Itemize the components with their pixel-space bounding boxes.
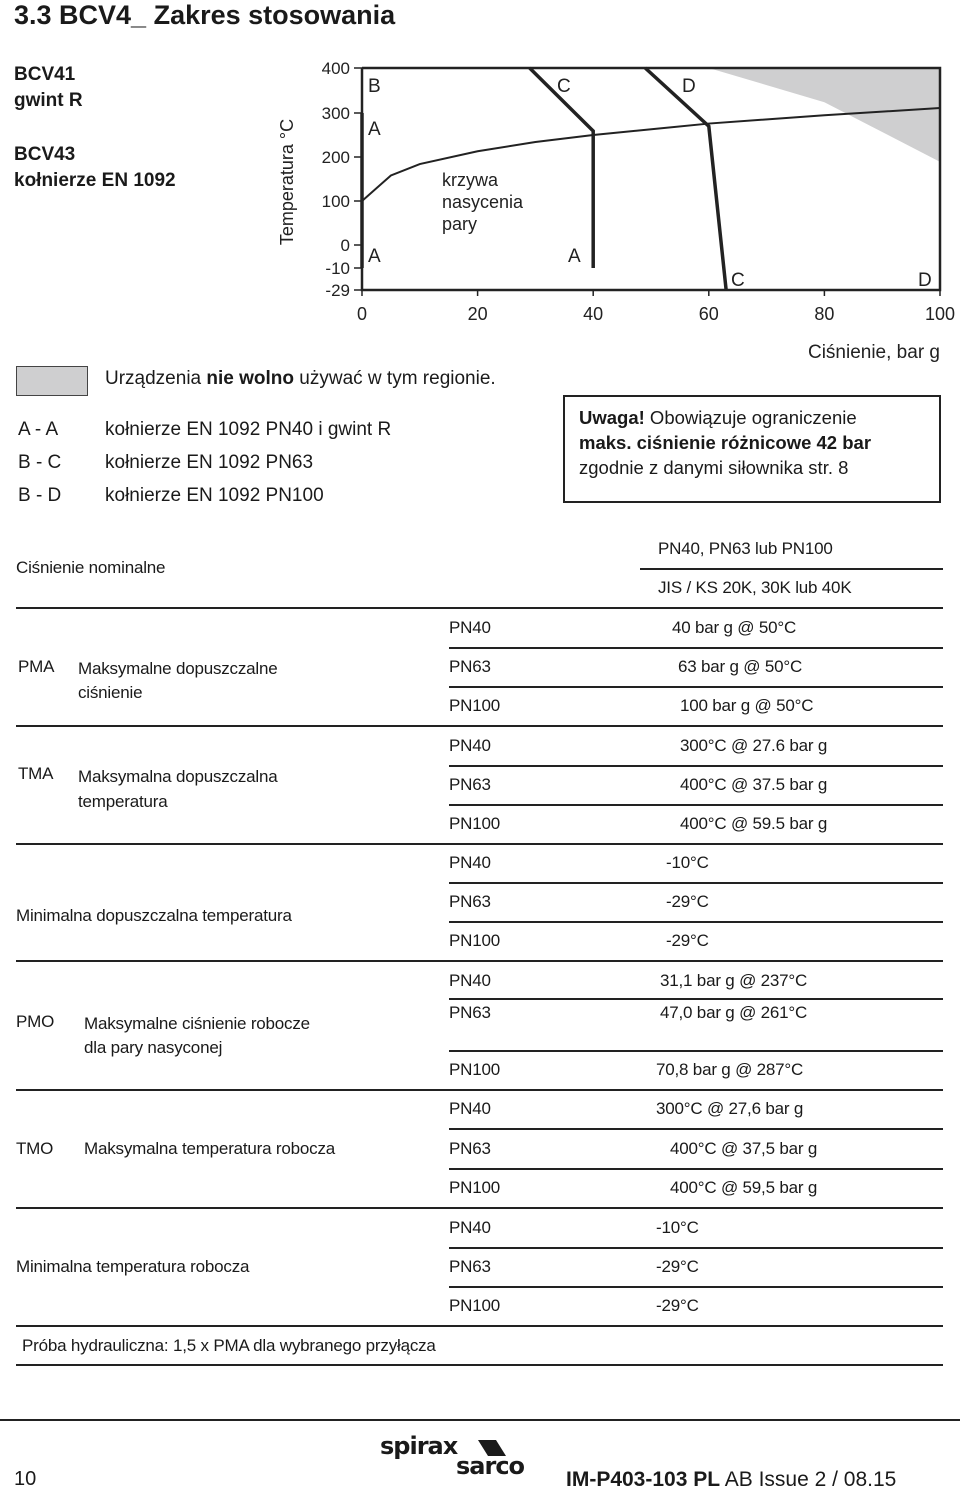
series-line-c xyxy=(530,68,594,268)
tma-description xyxy=(78,764,278,814)
y-tick-label: 0 xyxy=(340,236,350,255)
label-a-bottom-left: A xyxy=(368,246,381,267)
x-axis-label: Ciśnienie, bar g xyxy=(807,342,940,363)
divider xyxy=(16,843,943,845)
product-bcv41-connection: gwint R xyxy=(14,90,83,111)
pmo-pn63-label: PN63 xyxy=(449,1003,491,1022)
divider xyxy=(16,607,943,609)
divider xyxy=(449,1050,943,1052)
pma-description-line1: Maksymalne dopuszczalne xyxy=(78,659,278,678)
divider xyxy=(16,1207,943,1209)
pmo-code: PMO xyxy=(16,1012,55,1031)
note-line1: Obowiązuje ograniczenie xyxy=(644,407,857,428)
label-b-top: B xyxy=(368,76,381,97)
tma-pn100-label: PN100 xyxy=(449,814,500,833)
saturation-curve-label: pary xyxy=(442,214,478,234)
pma-pn40-label: PN40 xyxy=(449,618,491,637)
min-work-pn100-value: -29°C xyxy=(656,1296,699,1315)
min-allow-pn40-label: PN40 xyxy=(449,853,491,872)
label-c-top: C xyxy=(557,76,571,97)
min-allow-pn100-value: -29°C xyxy=(666,931,709,950)
tmo-code: TMO xyxy=(16,1139,54,1158)
min-work-pn40-label: PN40 xyxy=(449,1218,491,1237)
document-code: IM-P403-103 PL xyxy=(566,1468,721,1491)
pmo-pn63-value: 47,0 bar g @ 261°C xyxy=(660,1003,808,1022)
pmo-pn100-label: PN100 xyxy=(449,1060,500,1079)
label-a-bottom-mid: A xyxy=(568,246,581,267)
divider xyxy=(16,960,943,962)
restricted-text-1: Urządzenia xyxy=(105,368,207,389)
hydraulic-test-note: Próba hydrauliczna: 1,5 x PMA dla wybranego przyłącza xyxy=(22,1336,436,1355)
label-d-top: D xyxy=(682,76,696,97)
min-work-pn63-value: -29°C xyxy=(656,1257,699,1276)
x-tick-label: 80 xyxy=(814,304,835,324)
divider xyxy=(449,921,943,923)
divider xyxy=(449,686,943,688)
divider xyxy=(449,1168,943,1170)
legend-text-aa: kołnierze EN 1092 PN40 i gwint R xyxy=(105,419,392,440)
divider xyxy=(449,1286,943,1288)
x-tick-label: 20 xyxy=(467,304,488,324)
pma-pn63-value: 63 bar g @ 50°C xyxy=(678,657,803,676)
note-warning-label: Uwaga! xyxy=(579,407,645,428)
tma-pn40-value: 300°C @ 27.6 bar g xyxy=(680,736,828,755)
x-tick-label: 100 xyxy=(924,304,956,324)
min-work-pn63-label: PN63 xyxy=(449,1257,491,1276)
min-allow-description: Minimalna dopuszczalna temperatura xyxy=(16,906,292,925)
divider xyxy=(16,725,943,727)
restricted-region-swatch xyxy=(16,366,88,396)
tmo-pn40-value: 300°C @ 27,6 bar g xyxy=(656,1099,804,1118)
divider xyxy=(449,765,943,767)
pmo-description-line1: Maksymalne ciśnienie robocze xyxy=(84,1014,310,1033)
nominal-pressure-label: Ciśnienie nominalne xyxy=(16,558,166,577)
x-tick-label: 0 xyxy=(356,304,368,324)
note-line3: zgodnie z danymi siłownika str. 8 xyxy=(579,457,849,478)
min-work-pn100-label: PN100 xyxy=(449,1296,500,1315)
tma-pn63-label: PN63 xyxy=(449,775,491,794)
min-allow-pn40-value: -10°C xyxy=(666,853,709,872)
spirax-sarco-logo xyxy=(378,1432,568,1484)
y-tick-label: 300 xyxy=(321,104,350,123)
tmo-pn100-label: PN100 xyxy=(449,1178,500,1197)
tmo-pn40-label: PN40 xyxy=(449,1099,491,1118)
min-work-pn40-value: -10°C xyxy=(656,1218,699,1237)
saturation-curve-label: nasycenia xyxy=(442,192,524,212)
product-bcv43-connection: kołnierze EN 1092 xyxy=(14,170,176,191)
min-allow-pn63-value: -29°C xyxy=(666,892,709,911)
pma-pn100-label: PN100 xyxy=(449,696,500,715)
x-tick-label: 40 xyxy=(583,304,604,324)
product-bcv43-name: BCV43 xyxy=(14,144,76,165)
nominal-pressure-value-2: JIS / KS 20K, 30K lub 40K xyxy=(658,578,852,597)
pressure-temperature-chart xyxy=(0,0,960,370)
label-c-bottom: C xyxy=(731,270,745,291)
tma-code: TMA xyxy=(18,764,54,783)
spirax-sarco-logo-graphic xyxy=(378,1432,568,1476)
tma-pn100-value: 400°C @ 59.5 bar g xyxy=(680,814,828,833)
pmo-description-line2: dla pary nasyconej xyxy=(84,1038,223,1057)
divider xyxy=(449,804,943,806)
divider xyxy=(449,647,943,649)
footer-rule xyxy=(0,1419,960,1421)
y-tick-label: -10 xyxy=(325,259,350,278)
pmo-pn40-label: PN40 xyxy=(449,971,491,990)
label-d-bottom: D xyxy=(918,270,932,291)
tmo-pn100-value: 400°C @ 59,5 bar g xyxy=(670,1178,818,1197)
svg-text:spirax: spirax xyxy=(380,1432,458,1460)
pmo-description xyxy=(84,1012,310,1060)
nominal-pressure-value-1: PN40, PN63 lub PN100 xyxy=(658,539,833,558)
label-a-top: A xyxy=(368,119,381,140)
divider xyxy=(449,998,943,1000)
x-tick-label: 60 xyxy=(698,304,719,324)
y-tick-label: -29 xyxy=(325,281,350,300)
y-tick-label: 200 xyxy=(321,148,350,167)
warning-note xyxy=(563,395,941,503)
divider xyxy=(449,1247,943,1249)
pma-pn40-value: 40 bar g @ 50°C xyxy=(672,618,797,637)
divider xyxy=(16,1089,943,1091)
min-allow-pn100-label: PN100 xyxy=(449,931,500,950)
restricted-text-2: używać w tym regionie. xyxy=(294,368,496,389)
divider xyxy=(449,1128,943,1130)
y-tick-label: 400 xyxy=(321,59,350,78)
pma-description xyxy=(78,657,278,705)
pmo-pn100-value: 70,8 bar g @ 287°C xyxy=(656,1060,804,1079)
product-bcv41-name: BCV41 xyxy=(14,64,76,85)
pmo-pn40-value: 31,1 bar g @ 237°C xyxy=(660,971,808,990)
pma-pn63-label: PN63 xyxy=(449,657,491,676)
svg-text:sarco: sarco xyxy=(456,1452,525,1476)
y-axis-label: Temperatura °C xyxy=(277,118,297,246)
section-title: 3.3 BCV4_ Zakres stosowania xyxy=(14,0,396,30)
tma-description-line1: Maksymalna dopuszczalna xyxy=(78,767,278,786)
restricted-region-legend xyxy=(105,368,496,390)
min-work-description: Minimalna temperatura robocza xyxy=(16,1257,250,1276)
pma-pn100-value: 100 bar g @ 50°C xyxy=(680,696,814,715)
divider xyxy=(449,882,943,884)
document-id xyxy=(566,1468,896,1492)
tmo-pn63-value: 400°C @ 37,5 bar g xyxy=(670,1139,818,1158)
note-max-pressure: maks. ciśnienie różnicowe 42 bar xyxy=(579,432,872,453)
pma-description-line2: ciśnienie xyxy=(78,683,143,702)
legend-key-aa: A - A xyxy=(18,419,59,440)
tma-pn40-label: PN40 xyxy=(449,736,491,755)
saturation-curve-label: krzywa xyxy=(442,170,499,190)
tma-pn63-value: 400°C @ 37.5 bar g xyxy=(680,775,828,794)
divider xyxy=(16,1364,943,1366)
document-issue: AB Issue 2 / 08.15 xyxy=(720,1468,897,1491)
series-line-d xyxy=(645,68,726,290)
min-allow-pn63-label: PN63 xyxy=(449,892,491,911)
legend-text-bc: kołnierze EN 1092 PN63 xyxy=(105,452,314,473)
divider xyxy=(16,1325,943,1327)
tmo-pn63-label: PN63 xyxy=(449,1139,491,1158)
tma-description-line2: temperatura xyxy=(78,792,168,811)
legend-key-bd: B - D xyxy=(18,485,62,506)
legend-key-bc: B - C xyxy=(18,452,62,473)
restricted-text-bold: nie wolno xyxy=(206,368,294,389)
y-tick-label: 100 xyxy=(321,192,350,211)
page-number: 10 xyxy=(14,1468,37,1490)
divider xyxy=(640,568,943,570)
tmo-description: Maksymalna temperatura robocza xyxy=(84,1139,336,1158)
legend-text-bd: kołnierze EN 1092 PN100 xyxy=(105,485,324,506)
pma-code: PMA xyxy=(18,657,55,676)
